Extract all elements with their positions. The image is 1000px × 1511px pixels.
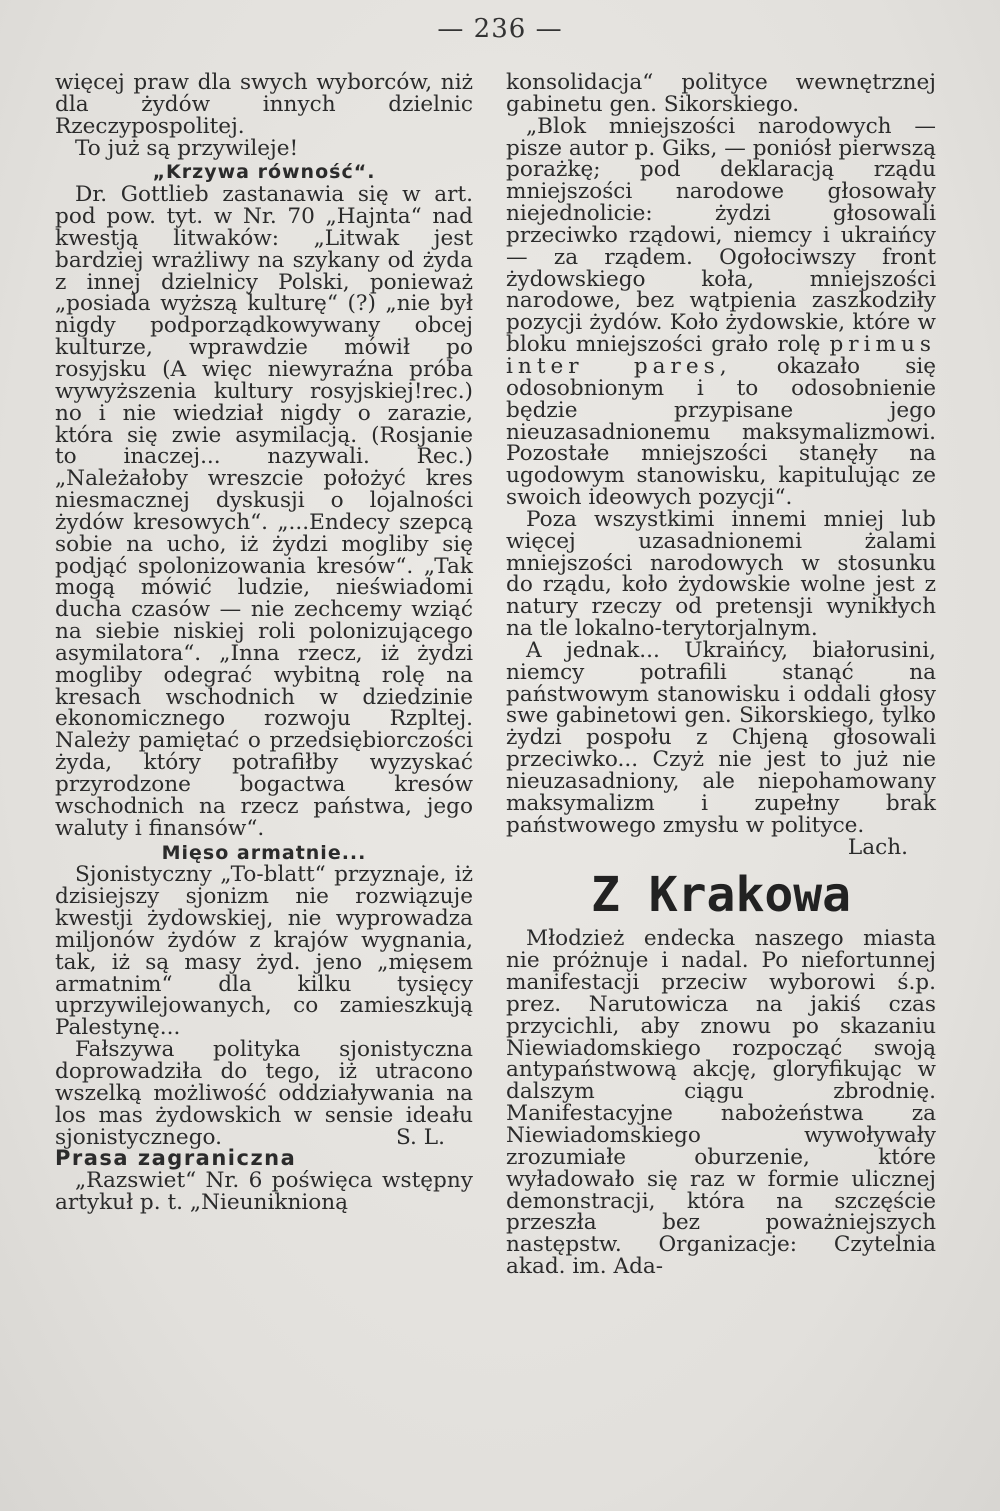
paragraph: Młodzież endecka naszego miasta nie próżnuje i nadal. Po niefortunnej manifestacji przeciw wyborowi ś.p. prez. Narutowicza na jakiś czas przycichli, aby znowu po skazaniu Niewiadomskiego rozpocząć swoją antypaństwową akcję, gloryfikując w dalszym ciągu zbrodnię. Manifestacyjne nabożeństwa za Niewiadomskiego wywoływały zrozumiałe oburzenie, które wyładowało się raz w formie ulicznej demonstracji, która na szczęście przeszła bez poważniejszych następstw. Organizacje: Czytelnia akad. im. Ada- (506, 926, 936, 1280)
paragraph-text: Fałszywa polityka sjonistyczna doprowadziła do tego, iż utracono wszelką możliwość oddziaływania na los mas żydowskich w sensie ideału sjonistycznego. (55, 1037, 473, 1150)
section-heading-mieso-armatnie: Mięso armatnie... (161, 841, 367, 864)
left-column (55, 72, 473, 1214)
latin-phrase: primus inter pares, (506, 332, 936, 379)
signature: S. L. (396, 1124, 445, 1150)
paragraph: „Razswiet“ Nr. 6 poświęca wstępny artykuł p. t. „Nieuniknioną (55, 1168, 473, 1216)
paragraph: Sjonistyczny „To-blatt“ przyznaje, iż dzisiejszy sjonizm nie rozwiązuje kwestji żydowskiej, nie wyprowadza miljonów żydów z krajów wygnania, tak, iż są masy żyd. jeno „mięsem armatnim“ dla kilku tysięcy uprzywilejowanych, co zamieszkują Palestynę... (55, 862, 473, 1041)
article-title-z-krakowa: Z Krakowa (590, 867, 852, 924)
paragraph-text: „Blok mniejszości narodowych — pisze autor p. Giks, — poniósł pierwszą porażkę; pod deklaracją rządu mniejszości narodowe głosowały niejednolicie: żydzi głosowali przeciwko rządowi, niemcy i ukraińcy — za rządem. Ogołociwszy front żydowskiego koła, mniejszości narodowe, bez wątpienia zaszkodziły pozycji żydów. Koło żydowskie, które w bloku mniejszości grało rolę (506, 113, 936, 358)
paragraph: To już są przywileje! (75, 135, 299, 161)
paragraph-text: okazało się odosobnionym i to odosobnienie będzie przypisane jego nieuzasadnionemu maksymalizmowi. Pozostałe mniejszości stanęły na ugodowym stanowisku, kapitulując ze swoich ideowych pozycji“. (506, 353, 936, 511)
signature: Lach. (847, 834, 908, 860)
paragraph (55, 1039, 473, 1148)
paragraph (506, 113, 936, 511)
paragraph: Poza wszystkimi innemi mniej lub więcej uzasadnionemi żalami mniejszości narodowych w stosunku do rządu, koło żydowskie wolne jest z natury rzeczy od pretensji wynikłych na tle lokalno-terytorjalnym. (506, 506, 936, 642)
section-heading-krzywa-rownosc: „Krzywa równość“. (152, 161, 376, 184)
paragraph: konsolidacja“ polityce wewnętrznej gabinetu gen. Sikorskiego. (506, 70, 936, 117)
page-number: — 236 — (437, 14, 563, 44)
section-heading-prasa-zagraniczna: Prasa zagraniczna (55, 1146, 297, 1171)
paragraph: więcej praw dla swych wyborców, niż dla żydów innych dzielnic Rzeczypospolitej. (55, 70, 473, 139)
paragraph: Dr. Gottlieb zastanawia się w art. pod pow. tyt. w Nr. 70 „Hajnta“ nad kwestją litwaków: „Litwak jest bardziej wrażliwy na szykany od żyda z innej dzielnicy Polski, ponieważ „posiada wyższą kulturę“ (?) „nie był nigdy podporządkowywany obcej kulturze, wprawdzie mówił po rosyjsku (A więc niewyraźna próba wywyższenia kultury rosyjskiej!rec.) no i nie wiedział nigdy o zarazie, która się zwie asymilacją. (Rosjanie to inaczej... nazywali. Rec.) „Należałoby wreszcie położyć kres niesmacznej dyskusji o lojalności żydów kresowych“. „...Endecy szepcą sobie na ucho, iż żydzi mogliby się podjąć spolonizowania kresów“. „Tak mogą mówić ludzie, nieświadomi ducha czasów — nie zechcemy wziąć na siebie niskiej roli polonizującego asymilatora“. „Inna rzecz, iż żydzi mogliby odegrać wybitną rolę na kresach wschodnich w dziedzinie ekonomicznego rozwoju Rzpltej. Należy pamiętać o przedsiębiorczości żyda, który potrafiłby wyzyskać przyrodzone bogactwa kresów wschodnich na rzecz państwa, jego waluty i finansów“. (55, 182, 473, 841)
paragraph: A jednak... Ukraińcy, białorusini, niemcy potrafili stanąć na państwowym stanowisku i oddali głosy swe gabinetowi gen. Sikorskiego, tylko żydzi pospołu z Chjeną głosowali przeciwko... Czyż nie jest to już nie nieuzasadniony, ale niepohamowany maksymalizm i zupełny brak państwowego zmysłu w polityce. (506, 637, 936, 838)
right-column (506, 72, 936, 1278)
